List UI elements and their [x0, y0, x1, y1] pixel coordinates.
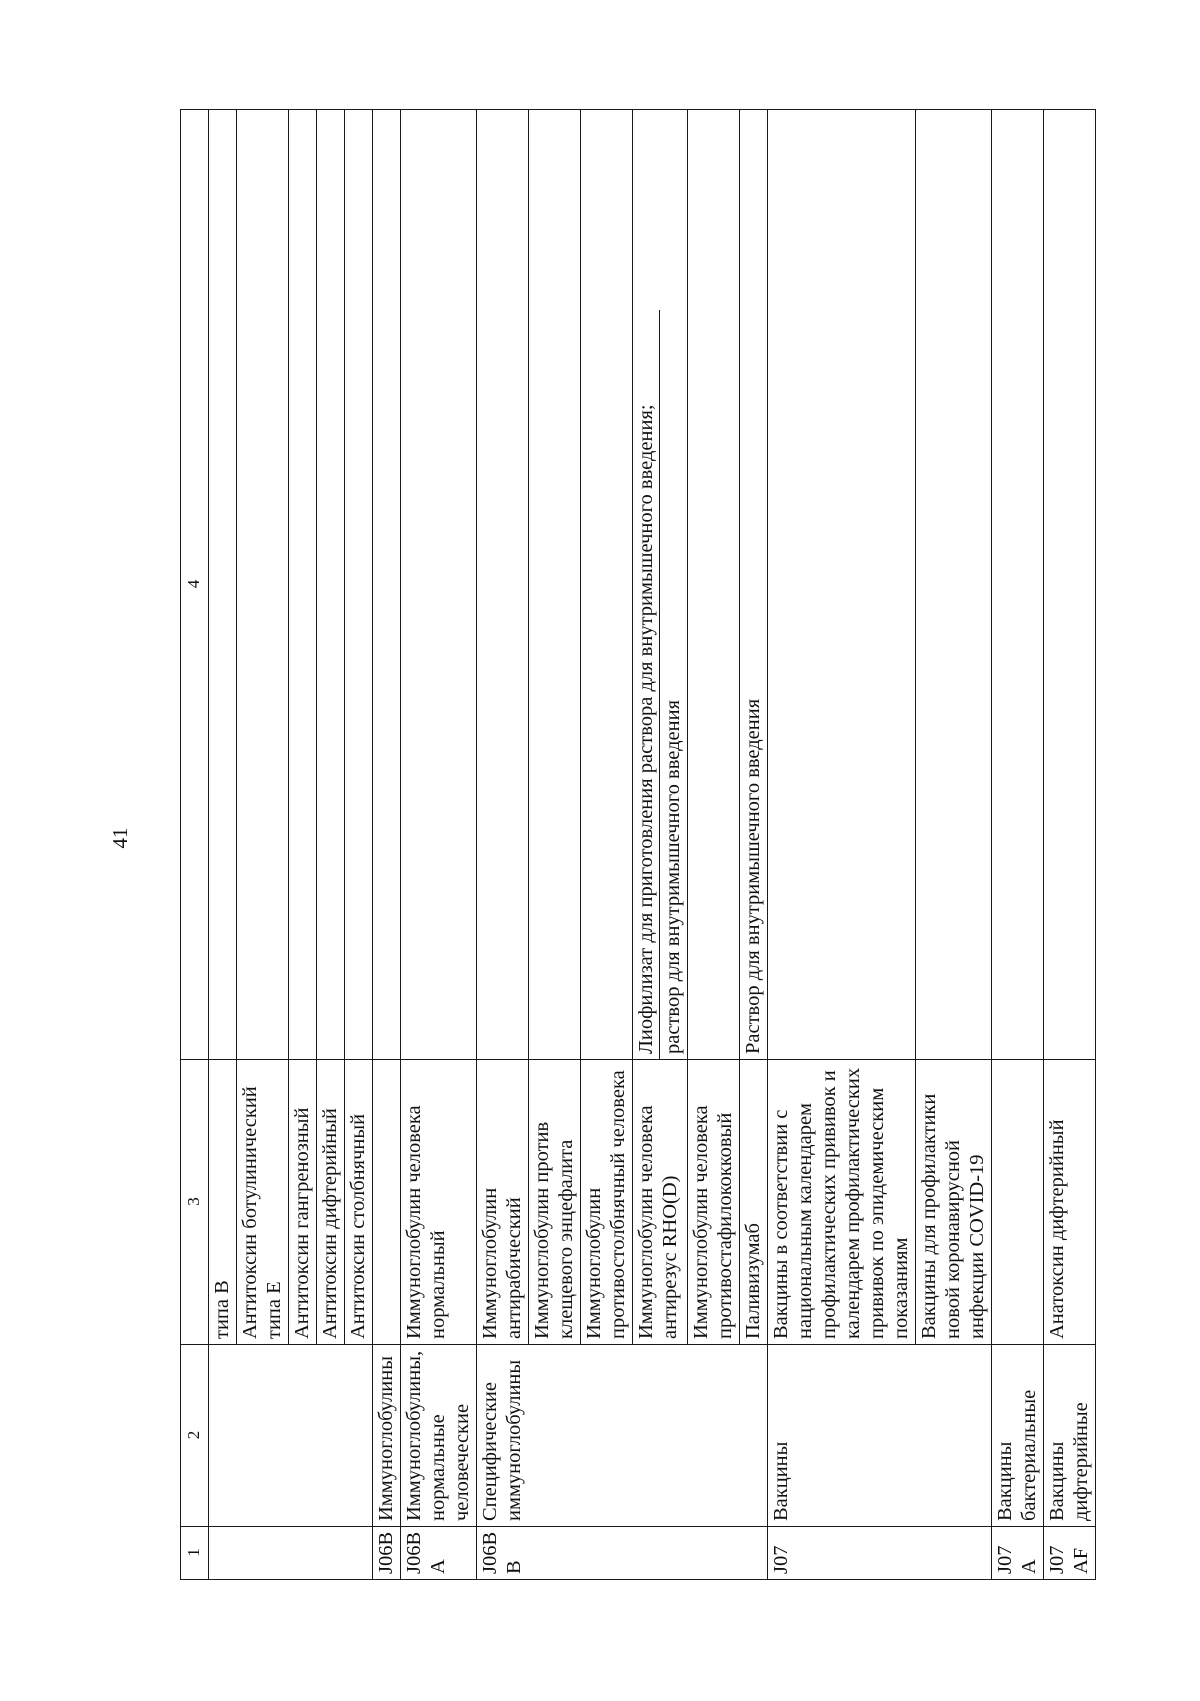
- code-cell: J07A: [992, 1527, 1044, 1580]
- group-cell: Иммуноглобулины, нормальные человеческие: [401, 1345, 477, 1527]
- name-cell: Антитоксин гангренозный: [289, 1060, 317, 1345]
- name-cell: Иммуноглобулин человека нормальный: [401, 1060, 477, 1345]
- table-row: [401, 110, 477, 1580]
- form-cell: [477, 110, 529, 1060]
- drug-table: [180, 109, 1096, 1580]
- form-cell: [401, 110, 477, 1060]
- form-cell: [768, 110, 916, 1060]
- form-cell: [529, 110, 581, 1060]
- form-cell: [237, 110, 289, 1060]
- name-cell: Иммуноглобулин человека антирезус RHO(D): [633, 1060, 688, 1345]
- form-text-a: Лиофилизат для приготовления раствора для внутримышечного введения;: [635, 404, 657, 1054]
- name-cell: типа В: [209, 1060, 237, 1345]
- name-cell: Иммуноглобулин против клещевого энцефалита: [529, 1060, 581, 1345]
- form-cell: [209, 110, 237, 1060]
- form-cell: [289, 110, 317, 1060]
- form-cell: [1044, 110, 1096, 1060]
- table-row: [477, 110, 529, 1580]
- name-cell: Антитоксин столбнячный: [345, 1060, 373, 1345]
- name-cell: Антитоксин ботулинический типа Е: [237, 1060, 289, 1345]
- name-cell: Иммуноглобулин антирабический: [477, 1060, 529, 1345]
- group-cell: Вакцины дифтерийные: [1044, 1345, 1096, 1527]
- code-cell: J07: [768, 1527, 992, 1580]
- page-number: 41: [107, 827, 132, 849]
- group-cell: Вакцины: [768, 1345, 992, 1527]
- header-col-3: 3: [181, 1060, 209, 1345]
- table-row: [373, 110, 401, 1580]
- table-row: [992, 110, 1044, 1580]
- rotated-table-container: [180, 110, 1100, 1580]
- table-row: [209, 110, 237, 1580]
- form-cell: [916, 110, 992, 1060]
- group-cell: Иммуноглобулины: [373, 1345, 401, 1527]
- code-cell: [209, 1527, 373, 1580]
- form-cell: [345, 110, 373, 1060]
- group-cell: [209, 1345, 373, 1527]
- form-cell: [688, 110, 740, 1060]
- name-cell: [992, 1060, 1044, 1345]
- name-cell: Вакцины для профилактики новой коронавирусной инфекции COVID-19: [916, 1060, 992, 1345]
- form-text-b: раствор для внутримышечного введения: [659, 310, 687, 1059]
- name-cell: Антитоксин дифтерийный: [317, 1060, 345, 1345]
- form-cell: [581, 110, 633, 1060]
- form-cell: [633, 110, 688, 1060]
- table-row: [1044, 110, 1096, 1580]
- header-col-2: 2: [181, 1345, 209, 1527]
- name-cell: Вакцины в соответствии с национальным календарем профилактических прививок и календарем профилактических прививок по эпидемическим показаниям: [768, 1060, 916, 1345]
- name-cell: [373, 1060, 401, 1345]
- name-cell: Паливизумаб: [740, 1060, 768, 1345]
- header-col-1: 1: [181, 1527, 209, 1580]
- group-cell: Вакцины бактериальные: [992, 1345, 1044, 1527]
- table-header-row: [181, 110, 209, 1580]
- name-cell: Иммуноглобулин человека противостафилококковый: [688, 1060, 740, 1345]
- code-cell: J07AF: [1044, 1527, 1096, 1580]
- form-cell: [992, 110, 1044, 1060]
- code-cell: J06BA: [401, 1527, 477, 1580]
- form-cell: Раствор для внутримышечного введения: [740, 110, 768, 1060]
- form-cell: [317, 110, 345, 1060]
- code-cell: J06BB: [477, 1527, 768, 1580]
- header-col-4: 4: [181, 110, 209, 1060]
- code-cell: J06B: [373, 1527, 401, 1580]
- table-row: [768, 110, 916, 1580]
- name-cell: Иммуноглобулин противостолбнячный человека: [581, 1060, 633, 1345]
- group-cell: Специфические иммуноглобулины: [477, 1345, 768, 1527]
- form-cell: [373, 110, 401, 1060]
- name-cell: Анатоксин дифтерийный: [1044, 1060, 1096, 1345]
